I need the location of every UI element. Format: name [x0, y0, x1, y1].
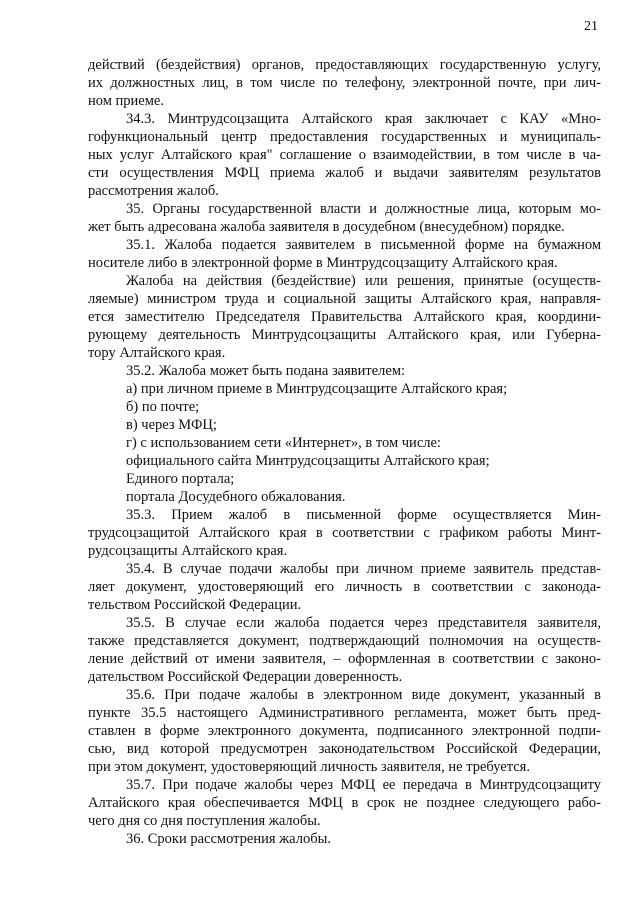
text-line: ставлен в форме электронного документа, подписанного электронной подпи- — [88, 723, 601, 739]
text-line: тору Алтайского края. — [88, 345, 226, 361]
text-line: б) по почте; — [126, 399, 200, 415]
text-line: сью, вид которой предусмотрен законодательством Российской Федерации, — [88, 741, 601, 757]
text-line: 35.4. В случае подачи жалобы при личном приеме заявитель представ- — [126, 561, 601, 577]
text-line: их должностных лиц, в том числе по телефону, электронной почте, при лич- — [88, 75, 601, 91]
paragraph-35-1-b — [88, 272, 601, 362]
text-line: рующему деятельность Минтрудсоцзащиты Алтайского края, или Губерна- — [88, 327, 601, 343]
paragraph-35-5 — [88, 614, 601, 686]
text-line: Алтайского края обеспечивается МФЦ в срок не позднее следующего рабо- — [88, 795, 601, 811]
text-line: ном приеме. — [88, 93, 164, 109]
text-line: жет быть адресована жалоба заявителя в досудебном (внесудебном) порядке. — [88, 219, 565, 235]
paragraph-34-3 — [88, 110, 601, 200]
text-line: а) при личном приеме в Минтрудсоцзащите Алтайского края; — [126, 381, 508, 397]
text-line: 35.1. Жалоба подается заявителем в письменной форме на бумажном — [126, 237, 601, 253]
text-line: ляет документ, удостоверяющий его личность в соответствии с законода- — [88, 579, 601, 595]
text-line: Жалоба на действия (бездействие) или решения, принятые (осуществ- — [126, 273, 601, 289]
text-line: действий (бездействия) органов, предоставляющих государственную услугу, — [88, 57, 601, 73]
text-line: ляемые) министром труда и социальной защиты Алтайского края, направля- — [88, 291, 601, 307]
text-line: при этом документ, удостоверяющий личность заявителя, не требуется. — [88, 759, 530, 775]
text-line: рассмотрения жалоб. — [88, 183, 219, 199]
paragraph-continuation — [88, 56, 601, 110]
text-line: пункте 35.5 настоящего Административного регламента, может быть пред- — [88, 705, 601, 721]
document-body — [88, 56, 601, 848]
text-line: ется заместителю Председателя Правительства Алтайского края, координи- — [88, 309, 601, 325]
text-line: гофункциональный центр предоставления государственных и муниципаль- — [88, 129, 601, 145]
text-line: рудсоцзащиты Алтайского края. — [88, 543, 288, 559]
paragraph-35-2-g3 — [88, 488, 601, 506]
text-line: ление действий от имени заявителя, – оформленная в соответствии с законо- — [88, 651, 601, 667]
paragraph-35-2-v — [88, 416, 601, 434]
text-line: 34.3. Минтрудсоцзащита Алтайского края заключает с КАУ «Мно- — [126, 111, 601, 127]
text-line: 35.6. При подаче жалобы в электронном виде документ, указанный в — [126, 687, 601, 703]
paragraph-35-1 — [88, 236, 601, 272]
paragraph-35-2-g1 — [88, 452, 601, 470]
paragraph-35-2-g2 — [88, 470, 601, 488]
paragraph-35-2-g — [88, 434, 601, 452]
paragraph-35-2-b — [88, 398, 601, 416]
text-line: чего дня со дня поступления жалобы. — [88, 813, 321, 829]
text-line: Единого портала; — [126, 471, 235, 487]
paragraph-35-6 — [88, 686, 601, 776]
text-line: сти осуществления МФЦ приема жалоб и выдачи заявителям результатов — [88, 165, 601, 181]
text-line: официального сайта Минтрудсоцзащиты Алтайского края; — [126, 453, 490, 469]
text-line: портала Досудебного обжалования. — [126, 489, 346, 505]
text-line: 35.7. При подаче жалобы через МФЦ ее передача в Минтрудсоцзащиту — [126, 777, 601, 793]
paragraph-35-3 — [88, 506, 601, 560]
text-line: 35. Органы государственной власти и должностные лица, которым мо- — [126, 201, 601, 217]
text-line: 35.5. В случае если жалоба подается через представителя заявителя, — [126, 615, 601, 631]
text-line: дательством Российской Федерации доверенность. — [88, 669, 403, 685]
text-line: тельством Российской Федерации. — [88, 597, 302, 613]
text-line: г) с использованием сети «Интернет», в том числе: — [126, 435, 441, 451]
text-line: ных услуг Алтайского края" соглашение о взаимодействии, в том числе в ча- — [88, 147, 601, 163]
paragraph-35-7 — [88, 776, 601, 830]
paragraph-35-2-a — [88, 380, 601, 398]
text-line: также представляется документ, подтверждающий полномочия на осуществ- — [88, 633, 601, 649]
text-line: трудсоцзащитой Алтайского края в соответствии с графиком работы Минт- — [88, 525, 601, 541]
text-line: 35.2. Жалоба может быть подана заявителем: — [126, 363, 406, 379]
page-number: 21 — [584, 19, 598, 34]
text-line: носителе либо в электронной форме в Минтрудсоцзащиту Алтайского края. — [88, 255, 558, 271]
text-line: 35.3. Прием жалоб в письменной форме осуществляется Мин- — [126, 507, 601, 523]
text-line: 36. Сроки рассмотрения жалобы. — [126, 831, 331, 847]
paragraph-35-4 — [88, 560, 601, 614]
paragraph-36 — [88, 830, 601, 848]
text-line: в) через МФЦ; — [126, 417, 217, 433]
paragraph-35-2 — [88, 362, 601, 380]
paragraph-35 — [88, 200, 601, 236]
